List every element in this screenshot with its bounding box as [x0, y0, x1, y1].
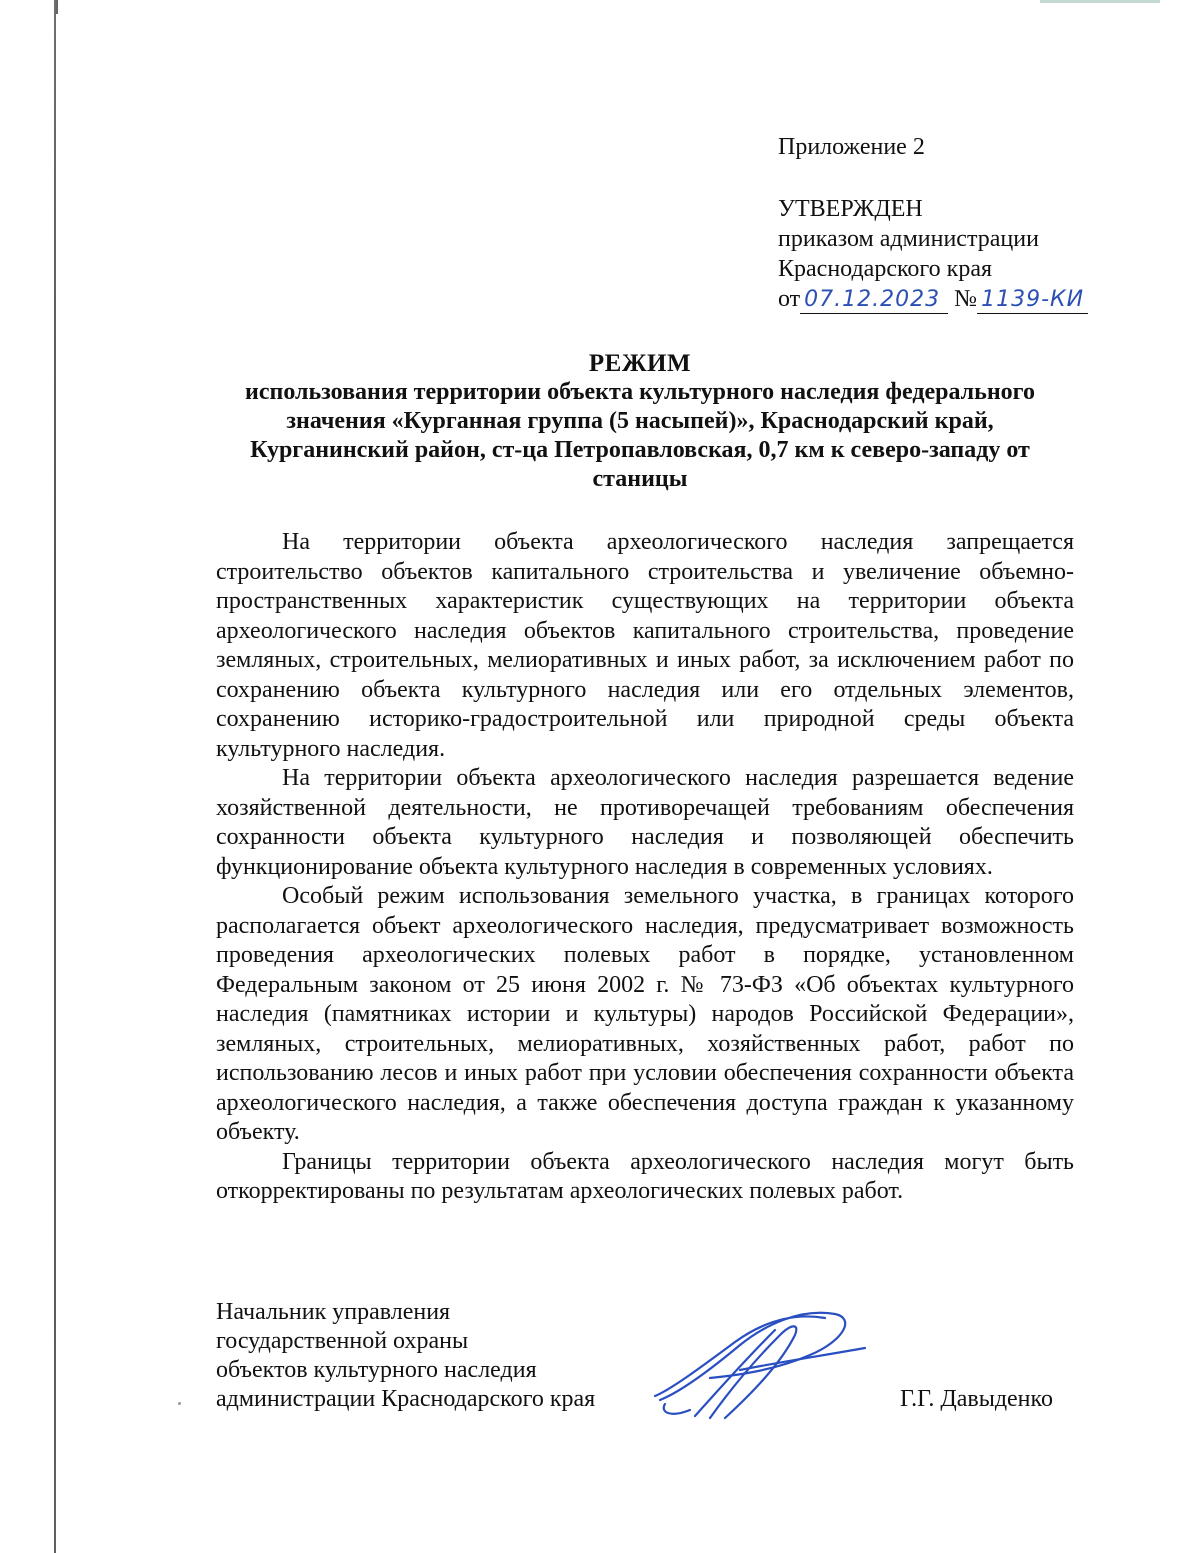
approved-by-order: приказом администрации — [778, 226, 1039, 252]
order-date-number-line — [778, 284, 1088, 314]
approved-region: Краснодарского края — [778, 256, 993, 282]
title-main: РЕЖИМ — [588, 350, 692, 377]
scan-edge-artifact-top-right — [1040, 0, 1160, 3]
approval-block — [778, 194, 1088, 314]
handwritten-order-number: 1139-КИ — [977, 287, 1088, 314]
number-label: № — [954, 286, 978, 312]
title-line: значения «Курганная группа (5 насыпей)», Краснодарский край, — [286, 408, 994, 434]
signatory-position-line: объектов культурного наследия — [216, 1357, 537, 1383]
signatory-position-line: государственной охраны — [216, 1328, 469, 1354]
signatory-name: Г.Г. Давыденко — [900, 1386, 1053, 1412]
body-paragraph: На территории объекта археологического наследия разрешается ведение хозяйственной деятельности, не противоречащей требованиям обеспечения сохранности объекта культурного наследия и позволяющей обеспечить функционирование объекта культурного наследия в современных условиях. — [216, 765, 1074, 880]
scan-edge-artifact-top — [56, 0, 58, 14]
signatory-position-line: Начальник управления — [216, 1299, 451, 1325]
title-line: станицы — [592, 466, 688, 492]
body-paragraph: Границы территории объекта археологического наследия могут быть откорректированы по результатам археологических полевых работ. — [216, 1148, 1074, 1204]
scan-speck — [178, 1402, 181, 1405]
document-title — [200, 349, 1080, 494]
title-line: Курганинский район, ст-ца Петропавловская, 0,7 км к северо-западу от — [250, 437, 1030, 463]
handwritten-signature-icon — [640, 1300, 870, 1430]
handwritten-date: 07.12.2023 — [800, 287, 948, 314]
title-line: использования территории объекта культурного наследия федерального — [245, 379, 1035, 405]
scan-edge-artifact — [54, 0, 56, 1553]
appendix-label: Приложение 2 — [778, 134, 925, 160]
approved-heading: УТВЕРЖДЕН — [778, 196, 923, 222]
body-paragraph: Особый режим использования земельного участка, в границах которого располагается объект археологического наследия, предусматривает возможность проведения археологических полевых работ в порядке, установленном Федеральным законом от 25 июня 2002 г. № 73-ФЗ «Об объектах культурного наследия (памятниках истории и культуры) народов Российской Федерации», земляных, строительных, мелиоративных, хозяйственных работ, работ по использованию лесов и иных работ при условии обеспечения сохранности объекта археологического наследия, а также обеспечения доступа граждан к указанному объекту. — [216, 883, 1074, 1145]
from-label: от — [778, 286, 801, 312]
body-paragraph: На территории объекта археологического наследия запрещается строительство объектов капитального строительства и увеличение объемно-пространственных характеристик существующих на территории объекта археологического наследия объектов капитального строительства, проведение земляных, строительных, мелиоративных и иных работ, за исключением работ по сохранению объекта культурного наследия или его отдельных элементов, сохранению историко-градостроительной или природной среды объекта культурного наследия. — [216, 529, 1074, 762]
signatory-position-line: администрации Краснодарского края — [216, 1386, 596, 1412]
signatory-position — [216, 1298, 595, 1414]
document-body — [216, 528, 1074, 1207]
